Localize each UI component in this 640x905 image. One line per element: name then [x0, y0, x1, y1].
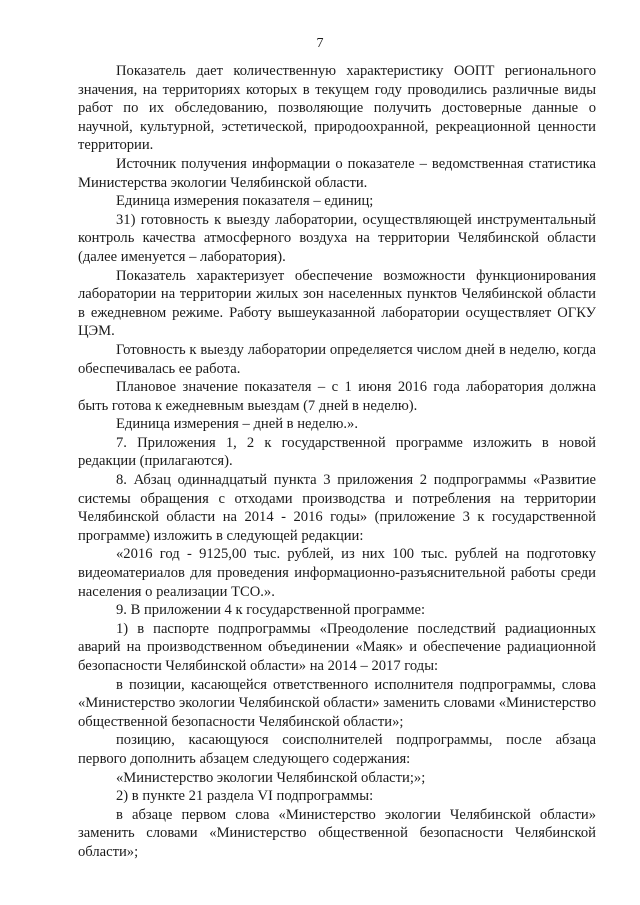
paragraph: 1) в паспорте подпрограммы «Преодоление последствий радиационных аварий на производственном объединении «Маяк» и обеспечение радиационной безопасности Челябинской области» на 2014 – 2017 годы:	[78, 620, 596, 674]
paragraph: Показатель дает количественную характеристику ООПТ регионального значения, на территориях которых в текущем году проводились различные виды работ по их обследованию, позволяющие получить достоверные данные о научной, культурной, эстетической, природоохранной, рекреационной ценности территории.	[78, 63, 596, 154]
document-body	[78, 62, 596, 862]
paragraph: Источник получения информации о показателе – ведомственная статистика Министерства экологии Челябинской области.	[78, 155, 596, 191]
paragraph: в позиции, касающейся ответственного исполнителя подпрограммы, слова «Министерство экологии Челябинской области» заменить словами «Министерство общественной безопасности Челябинской области»;	[78, 676, 596, 730]
paragraph: 2) в пункте 21 раздела VI подпрограммы:	[116, 788, 374, 805]
paragraph: 7. Приложения 1, 2 к государственной программе изложить в новой редакции (прилагаются).	[78, 434, 596, 470]
paragraph: Единица измерения – дней в неделю.».	[116, 416, 358, 433]
paragraph: Готовность к выезду лаборатории определяется числом дней в неделю, когда обеспечивалась ее работа.	[78, 341, 596, 377]
page-number: 7	[316, 36, 324, 51]
paragraph: «Министерство экологии Челябинской области;»;	[116, 769, 426, 786]
paragraph: Единица измерения показателя – единиц;	[116, 193, 374, 210]
paragraph: 8. Абзац одиннадцатый пункта 3 приложения 2 подпрограммы «Развитие системы обращения с отходами производства и потребления на территории Челябинской области на 2014 - 2016 годы» (приложение 3 к государственной программе) изложить в следующей редакции:	[78, 472, 596, 544]
paragraph: «2016 год - 9125,00 тыс. рублей, из них 100 тыс. рублей на подготовку видеоматериалов для проведения информационно-разъяснительной работы среди населения о реализации ТСО.».	[78, 546, 596, 600]
paragraph: позицию, касающуюся соисполнителей подпрограммы, после абзаца первого дополнить абзацем следующего содержания:	[78, 732, 596, 767]
paragraph: Плановое значение показателя – с 1 июня 2016 года лаборатория должна быть готова к ежедневным выездам (7 дней в неделю).	[78, 379, 596, 414]
paragraph: Показатель характеризует обеспечение возможности функционирования лаборатории на территории жилых зон населенных пунктов Челябинской области в ежедневном режиме. Работу вышеуказанной лаборатории осуществляет ОГКУ ЦЭМ.	[78, 267, 596, 340]
paragraph: 31) готовность к выезду лаборатории, осуществляющей инструментальный контроль качества атмосферного воздуха на территории Челябинской области (далее именуется – лаборатория).	[78, 211, 596, 265]
paragraph: 9. В приложении 4 к государственной программе:	[116, 602, 426, 619]
paragraph: в абзаце первом слова «Министерство экологии Челябинской области» заменить словами «Министерство общественной безопасности Челябинской области»;	[78, 806, 596, 860]
